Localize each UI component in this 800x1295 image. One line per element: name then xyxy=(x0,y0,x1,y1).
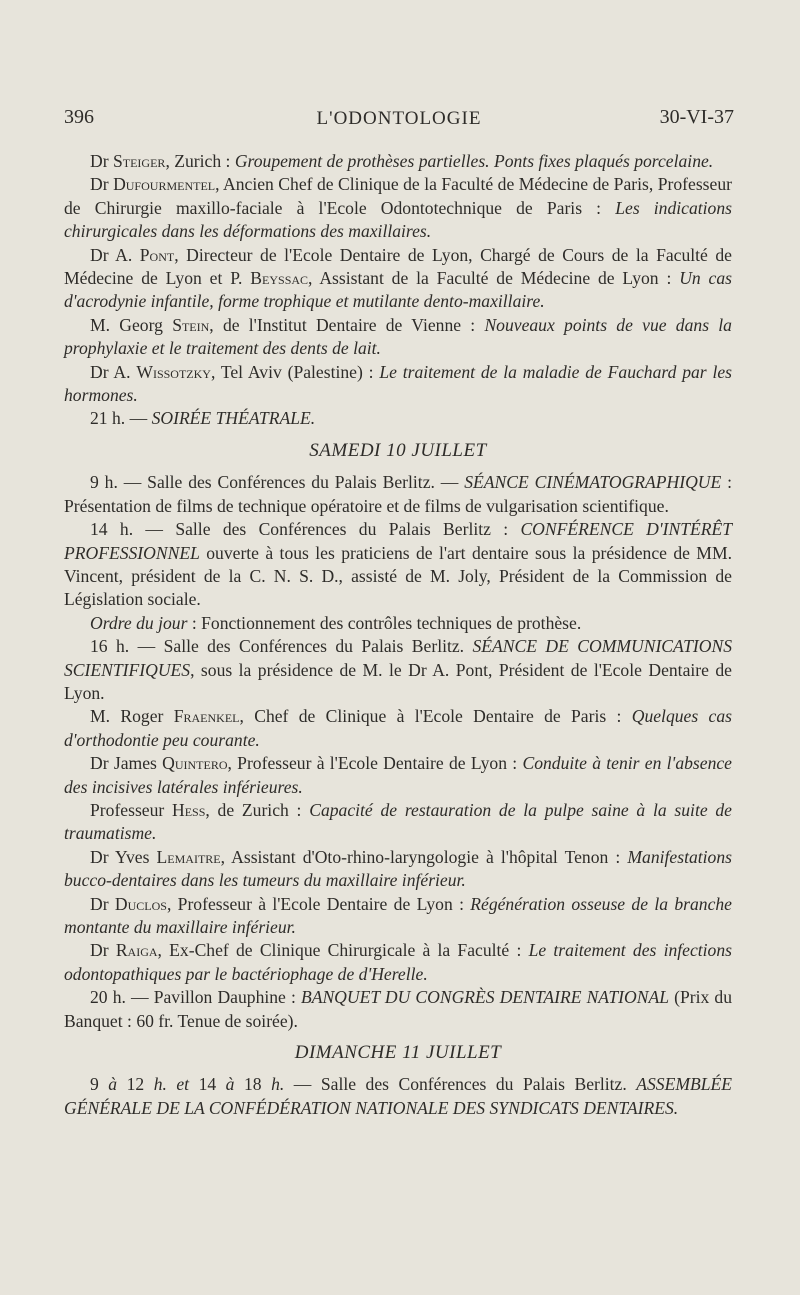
entry-conference: 14 h. — Salle des Conférences du Palais Berlitz : CONFÉRENCE D'INTÉRÊT PROFESSIONNEL ouverte à tous les praticiens de l'art dentaire sous la présidence de MM. Vincent, président de la C. N. S. D., assisté de M. Joly, Président de la Commission de Législation sociale. xyxy=(64,519,733,610)
entry-assemblee: 9 à 12 h. et 14 à 18 h. — Salle des Conférences du Palais Berlitz. ASSEMBLÉE GÉNÉRALE DE LA CONFÉDÉRATION NATIONALE DES SYNDICATS DENTAIRES. xyxy=(64,1074,733,1118)
entry-lemaitre: Dr Yves Lemaitre, Assistant d'Oto-rhino-laryngologie à l'hôpital Tenon : Manifestations bucco-dentaires dans les tumeurs du maxillaire inférieur. xyxy=(64,846,732,891)
day-heading-dimanche: DIMANCHE 11 JUILLET xyxy=(294,1042,502,1064)
entry-cinema: 9 h. — Salle des Conférences du Palais Berlitz. — SÉANCE CINÉMATOGRAPHIQUE : Présentation de films de technique opératoire et de films de vulgarisation scientifique. xyxy=(64,472,732,516)
entry-raiga: Dr Raiga, Ex-Chef de Clinique Chirurgicale à la Faculté : Le traitement des infections odontopathiques par le bactériophage de d'Herelle. xyxy=(64,940,733,984)
day-heading-samedi: SAMEDI 10 JUILLET xyxy=(309,439,487,461)
page-number: 396 xyxy=(64,106,94,128)
entry-banquet: 20 h. — Pavillon Dauphine : BANQUET DU CONGRÈS DENTAIRE NATIONAL (Prix du Banquet : 60 fr. Tenue de soirée). xyxy=(64,987,733,1031)
page-header xyxy=(64,106,734,136)
entry-stein: M. Georg Stein, de l'Institut Dentaire de Vienne : Nouveaux points de vue dans la prophylaxie et le traitement des dents de lait. xyxy=(64,314,732,359)
issue-date: 30-VI-37 xyxy=(659,106,734,128)
entry-quintero: Dr James Quintero, Professeur à l'Ecole Dentaire de Lyon : Conduite à tenir en l'absence des incisives latérales inférieures. xyxy=(64,753,732,797)
entry-pont: Dr A. Pont, Directeur de l'Ecole Dentaire de Lyon, Chargé de Cours de la Faculté de Médecine de Lyon et P. Beyssac, Assistant de la Faculté de Médecine de Lyon : Un cas d'acrodynie infantile, forme trophique et mutilante dento-maxillaire. xyxy=(64,244,732,312)
program-text xyxy=(64,150,732,1120)
entry-duclos: Dr Duclos, Professeur à l'Ecole Dentaire de Lyon : Régénération osseuse de la branche montante du maxillaire inférieur. xyxy=(64,893,732,937)
entry-hess: Professeur Hess, de Zurich : Capacité de restauration de la pulpe saine à la suite de traumatisme. xyxy=(64,799,732,844)
entry-wissotzky: Dr A. Wissotzky, Tel Aviv (Palestine) : Le traitement de la maladie de Fauchard par les hormones. xyxy=(64,361,732,406)
entry-fraenkel: M. Roger Fraenkel, Chef de Clinique à l'Ecole Dentaire de Paris : Quelques cas d'orthodontie peu courante. xyxy=(64,706,732,750)
entry-dufourmentel: Dr Dufourmentel, Ancien Chef de Clinique de la Faculté de Médecine de Paris, Professeur de Chirurgie maxillo-faciale à l'Ecole Odontotechnique de Paris : Les indications chirurgicales dans les déformations des maxillaires. xyxy=(64,174,732,242)
running-title: L'ODONTOLOGIE xyxy=(316,108,482,129)
entry-steiger: Dr Steiger, Zurich : Groupement de prothèses partielles. Ponts fixes plaqués porcelaine. xyxy=(90,151,714,171)
entry-soiree: 21 h. — SOIRÉE THÉATRALE. xyxy=(90,408,316,429)
entry-communications: 16 h. — Salle des Conférences du Palais Berlitz. SÉANCE DE COMMUNICATIONS SCIENTIFIQUES, sous la présidence de M. le Dr A. Pont, Président de l'Ecole Dentaire de Lyon. xyxy=(64,636,733,703)
entry-ordre-du-jour: Ordre du jour : Fonctionnement des contrôles techniques de prothèse. xyxy=(90,612,582,633)
